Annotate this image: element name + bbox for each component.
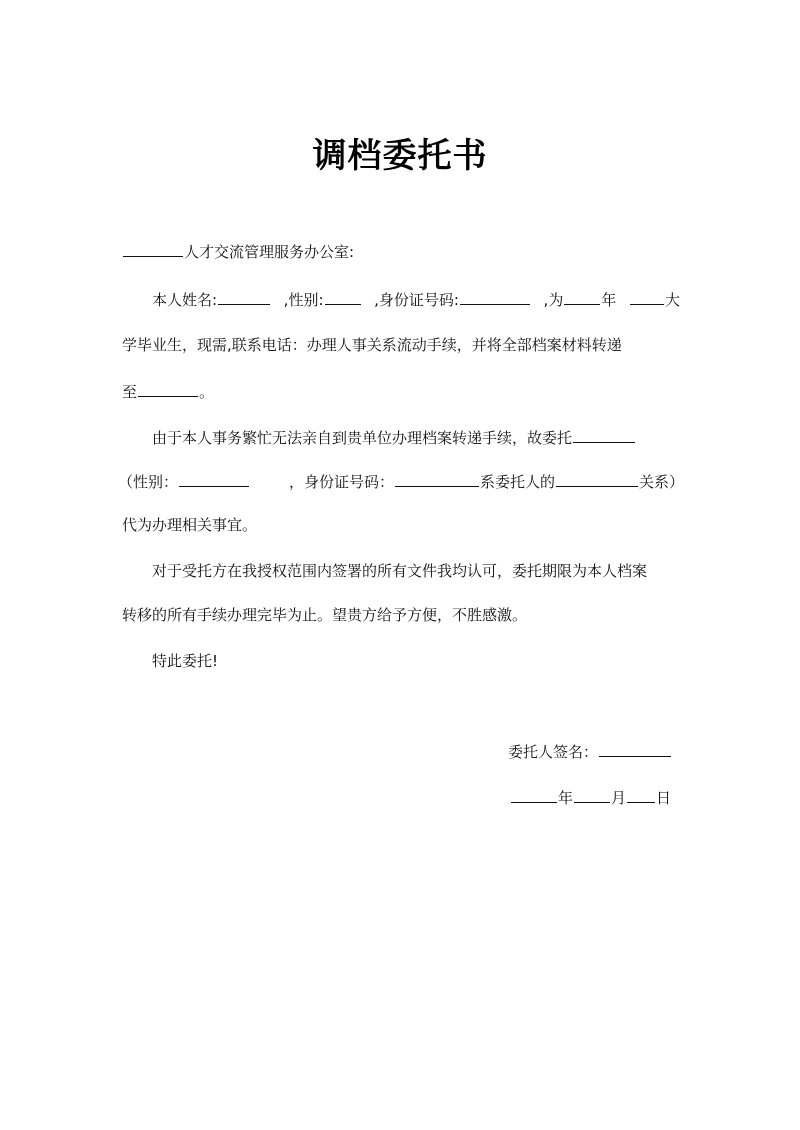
date-month-blank[interactable] (574, 786, 610, 803)
para2-line1-text: 由于本人事务繁忙无法亲自到贵单位办理档案转递手续，故委托 (152, 429, 573, 447)
addressee-text: 人才交流管理服务办公室: (184, 243, 355, 261)
para3-line2: 转移的所有手续办理完毕为止。望贵方给予方便，不胜感激。 (122, 606, 528, 624)
to-label: 至 (122, 383, 138, 401)
id-label: ,身份证号码: (374, 291, 459, 309)
date-day-label: 日 (656, 789, 672, 807)
relation-label: 系委托人的 (479, 473, 555, 491)
signature-label: 委托人签名： (508, 743, 599, 761)
date-month-label: 月 (611, 789, 627, 807)
para2-line1 (152, 426, 636, 449)
trustee-name-blank[interactable] (573, 426, 635, 443)
for-label: ,为 (543, 291, 564, 309)
para3-line1: 对于受托方在我授权范围内签署的所有文件我均认可，委托期限为本人档案 (152, 562, 648, 580)
para1-line2: 学毕业生，现需,联系电话：办理人事关系流动手续，并将全部档案材料转递 (122, 336, 622, 354)
id-number-blank[interactable] (460, 288, 530, 305)
graduation-year-blank[interactable] (564, 288, 600, 305)
date-line (510, 786, 671, 809)
document-title: 调档委托书 (312, 136, 488, 176)
relation-end: 关系） (638, 473, 684, 491)
destination-blank[interactable] (138, 380, 198, 397)
addressee-line (122, 240, 354, 263)
para1-line3 (122, 380, 214, 403)
date-year-label: 年 (558, 789, 574, 807)
para1-line1 (122, 288, 680, 311)
para2-line3: 代为办理相关事宜。 (122, 516, 258, 534)
para2-line2 (118, 470, 684, 493)
gender-label: ,性别: (283, 291, 324, 309)
year-label: 年 (601, 291, 617, 309)
period-mark: 。 (199, 383, 215, 401)
trustee-id-label: ，身份证号码： (288, 473, 394, 491)
year-field-group (544, 288, 617, 311)
gender-field-group (284, 288, 362, 311)
id-field-group (374, 288, 531, 311)
date-day-blank[interactable] (627, 786, 655, 803)
date-year-blank[interactable] (511, 786, 557, 803)
signature-blank[interactable] (599, 740, 671, 757)
trustee-id-blank[interactable] (395, 470, 479, 487)
gender-blank[interactable] (325, 288, 361, 305)
university-field-group (629, 288, 680, 311)
closing-text: 特此委托! (152, 652, 219, 670)
university-label: 大 (664, 291, 680, 309)
trustee-id-group (289, 470, 684, 493)
trustee-gender-group (118, 470, 250, 493)
name-field-group (122, 288, 271, 311)
signature-line (508, 740, 672, 763)
office-name-blank[interactable] (123, 240, 183, 257)
university-blank[interactable] (630, 288, 664, 305)
trustee-gender-blank[interactable] (179, 470, 249, 487)
name-blank[interactable] (218, 288, 270, 305)
relation-blank[interactable] (556, 470, 638, 487)
name-label: 本人姓名: (152, 291, 218, 309)
trustee-gender-label: （性别： (118, 473, 179, 491)
